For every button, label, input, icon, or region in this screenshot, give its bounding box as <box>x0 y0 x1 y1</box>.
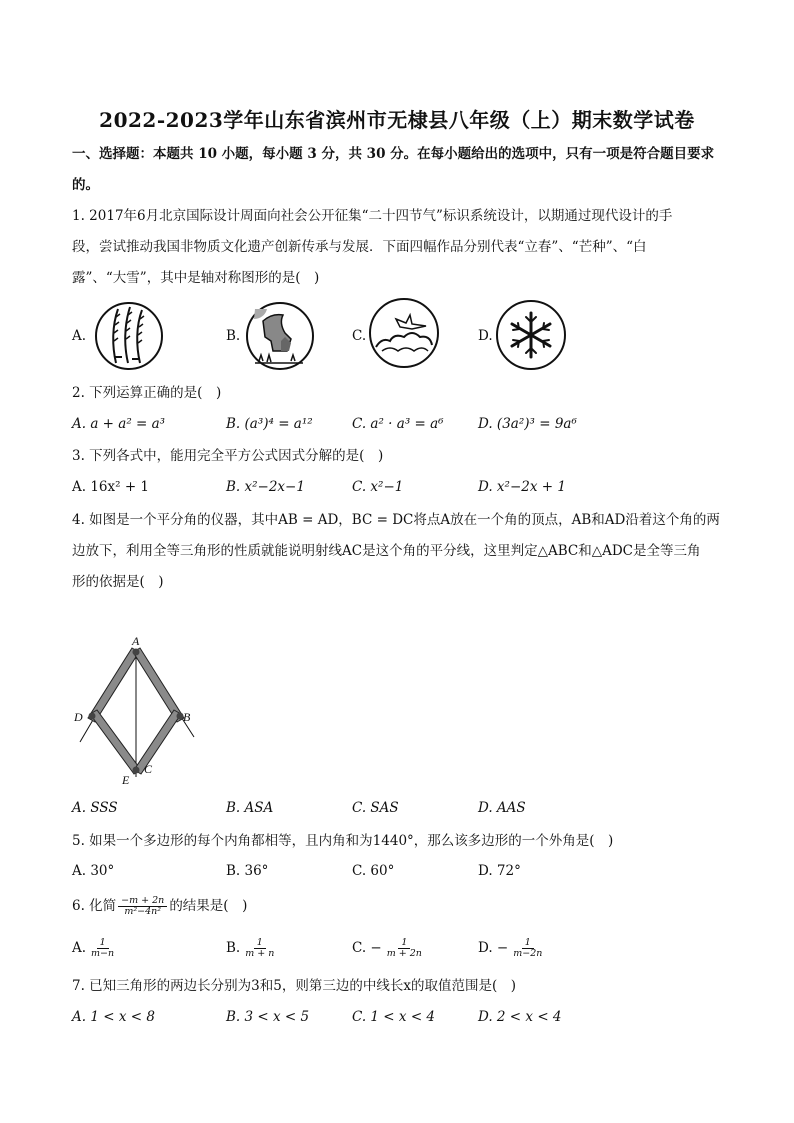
q6-option-c-label: C. − <box>352 940 382 956</box>
q3-option-c[interactable]: C. x²−1 <box>352 479 404 495</box>
figure-label-c: C <box>144 762 153 776</box>
q2-option-a[interactable]: A. a + a² = a³ <box>72 416 166 432</box>
exam-title: 2022-2023学年山东省滨州市无棣县八年级（上）期末数学试卷 <box>99 108 695 132</box>
q4-option-a[interactable]: A. SSS <box>72 800 118 816</box>
q1-line3: 露”、“大雪”，其中是轴对称图形的是( ) <box>72 270 320 286</box>
q7-option-a[interactable]: A. 1 < x < 8 <box>72 1009 155 1025</box>
q6-option-b-fraction <box>242 938 277 959</box>
q6-option-b[interactable] <box>226 938 279 959</box>
q6-option-a-numerator: 1 <box>97 938 109 949</box>
q3-option-b[interactable]: B. x²−2x−1 <box>226 479 305 495</box>
q6-option-d[interactable] <box>478 938 547 959</box>
q7-stem: 7. 已知三角形的两边长分别为3和5，则第三边的中线长x的取值范围是( ) <box>72 978 516 994</box>
q7-option-c[interactable]: C. 1 < x < 4 <box>352 1009 436 1025</box>
q2-stem: 2. 下列运算正确的是( ) <box>72 385 222 401</box>
q6-option-d-fraction <box>510 938 545 959</box>
q5-stem: 5. 如果一个多边形的每个内角都相等，且内角和为1440°，那么该多边形的一个外角是( ) <box>72 833 614 849</box>
q4-option-d[interactable]: D. AAS <box>478 800 526 816</box>
q6-option-c-denominator: m + 2n <box>386 948 422 959</box>
q5-option-c[interactable]: C. 60° <box>352 863 395 879</box>
q4-option-c[interactable]: C. SAS <box>352 800 399 816</box>
q6-option-a-fraction <box>88 938 117 959</box>
q6-stem <box>72 896 247 917</box>
q6-stem-denominator: m²−4n² <box>124 906 162 917</box>
q6-option-a[interactable] <box>72 938 119 959</box>
q1-line1: 1. 2017年6月北京国际设计周面向社会公开征集“二十四节气”标识系统设计，以期通过现代设计的手 <box>72 208 673 224</box>
q6-stem-suffix: 的结果是( ) <box>169 898 248 914</box>
q6-option-b-label: B. <box>226 940 241 956</box>
q4-option-b[interactable]: B. ASA <box>226 800 274 816</box>
angle-bisector-instrument-figure <box>70 632 200 790</box>
q6-option-d-denominator: m−2n <box>513 948 543 959</box>
q3-stem: 3. 下列各式中，能用完全平方公式因式分解的是( ) <box>72 448 384 464</box>
q6-option-b-numerator: 1 <box>254 938 266 949</box>
q4-line1: 4. 如图是一个平分角的仪器，其中AB = AD，BC = DC将点A放在一个角的顶点，AB和AD沿着这个角的两 <box>72 512 720 528</box>
q6-option-d-numerator: 1 <box>522 938 534 949</box>
q6-stem-numerator: −m + 2n <box>118 896 167 907</box>
q6-option-d-label: D. − <box>478 940 509 956</box>
q6-option-c-numerator: 1 <box>398 938 410 949</box>
q1-option-b-label[interactable]: B. <box>226 328 241 344</box>
section-heading-cont: 的。 <box>72 177 99 193</box>
figure-label-e: E <box>122 773 130 787</box>
q7-option-d[interactable]: D. 2 < x < 4 <box>478 1009 562 1025</box>
q1-option-d-label[interactable]: D. <box>478 328 493 344</box>
figure-label-b: B <box>183 710 191 724</box>
q5-option-a[interactable]: A. 30° <box>72 863 115 879</box>
q6-option-c-fraction <box>384 938 425 959</box>
q6-stem-prefix: 6. 化简 <box>72 898 117 914</box>
white-dew-bird-icon <box>368 297 440 369</box>
q2-option-d[interactable]: D. (3a²)³ = 9a⁶ <box>478 416 577 432</box>
q4-line2: 边放下，利用全等三角形的性质就能说明射线AC是这个角的平分线，这里判定△ABC和△ADC是全等三角 <box>72 543 701 559</box>
q2-option-b[interactable]: B. (a³)⁴ = a¹² <box>226 416 313 432</box>
figure-label-a: A <box>132 634 140 648</box>
grain-in-ear-icon <box>245 301 315 371</box>
q6-stem-fraction <box>118 896 167 917</box>
q3-option-a[interactable]: A. 16x² + 1 <box>72 479 150 495</box>
q1-line2: 段，尝试推动我国非物质文化遗产创新传承与发展．下面四幅作品分别代表“立春”、“芒种”、“白 <box>72 239 647 255</box>
q5-option-b[interactable]: B. 36° <box>226 863 269 879</box>
q4-line3: 形的依据是( ) <box>72 574 164 590</box>
q6-option-a-denominator: m−n <box>91 948 115 959</box>
snowflake-icon <box>495 299 567 371</box>
q3-option-d[interactable]: D. x²−2x + 1 <box>478 479 566 495</box>
spring-willow-icon <box>94 301 164 371</box>
q1-option-c-label[interactable]: C. <box>352 328 367 344</box>
figure-label-d: D <box>74 710 83 724</box>
q5-option-d[interactable]: D. 72° <box>478 863 521 879</box>
section-heading: 一、选择题：本题共 10 小题，每小题 3 分，共 30 分。在每小题给出的选项中，只有一项是符合题目要求 <box>72 146 715 162</box>
q1-option-a-label[interactable]: A. <box>72 328 87 344</box>
q2-option-c[interactable]: C. a² · a³ = a⁶ <box>352 416 444 432</box>
q6-option-a-label: A. <box>72 940 87 956</box>
q6-option-b-denominator: m + n <box>245 948 275 959</box>
q7-option-b[interactable]: B. 3 < x < 5 <box>226 1009 310 1025</box>
q6-option-c[interactable] <box>352 938 427 959</box>
